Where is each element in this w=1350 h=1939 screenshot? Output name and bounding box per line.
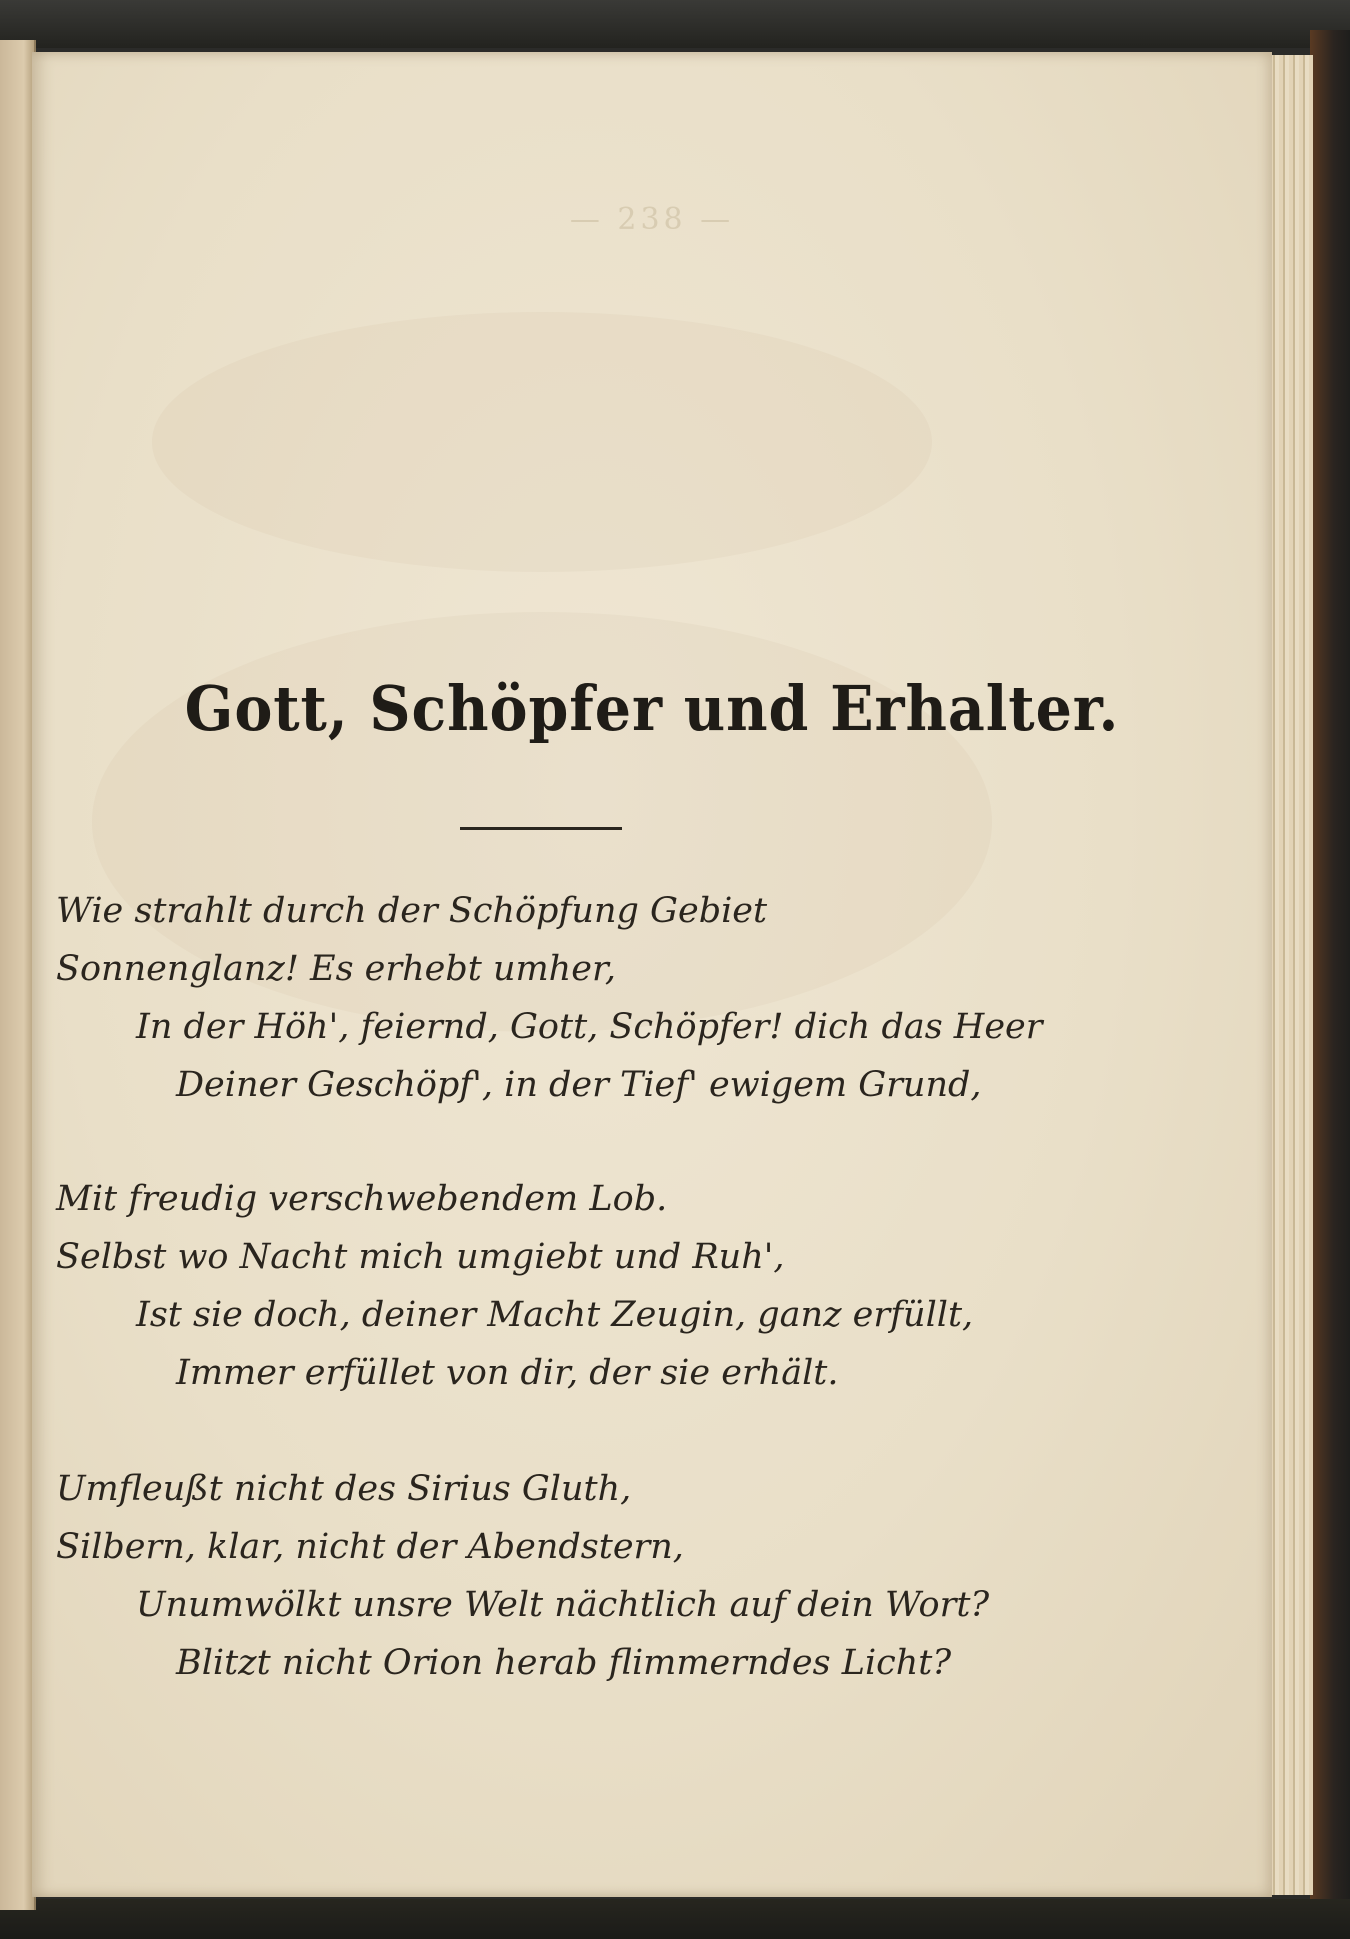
book-cover-bottom	[0, 1899, 1350, 1939]
previous-page-edge	[0, 40, 36, 1910]
verse-line: Silbern, klar, nicht der Abendstern,	[56, 1527, 684, 1567]
page-number: — 238 —	[569, 202, 735, 237]
book-cover-top	[0, 0, 1350, 48]
book-cover-right	[1310, 30, 1350, 1910]
title-divider	[460, 827, 622, 830]
verse-line: Blitzt nicht Orion herab flimmerndes Licht?	[176, 1643, 952, 1683]
verse-line: Ist sie doch, deiner Macht Zeugin, ganz erfüllt,	[136, 1295, 974, 1335]
verse-line: Immer erfüllet von dir, der sie erhält.	[176, 1353, 839, 1393]
verse-line: Unumwölkt unsre Welt nächtlich auf dein Wort?	[136, 1585, 990, 1625]
verse-line: Wie strahlt durch der Schöpfung Gebiet	[56, 891, 768, 931]
verse-line: Selbst wo Nacht mich umgiebt und Ruh',	[56, 1237, 785, 1277]
poem-title: Gott, Schöpfer und Erhalter.	[184, 672, 1120, 745]
verse-line: Umfleußt nicht des Sirius Gluth,	[56, 1469, 632, 1509]
bleed-through-stain	[152, 312, 932, 572]
verse-line: Mit freudig verschwebendem Lob.	[56, 1179, 668, 1219]
book-page	[32, 52, 1272, 1897]
verse-line: In der Höh', feiernd, Gott, Schöpfer! dich das Heer	[136, 1007, 1043, 1047]
verse-line: Deiner Geschöpf', in der Tief' ewigem Grund,	[176, 1065, 982, 1105]
verse-line: Sonnenglanz! Es erhebt umher,	[56, 949, 616, 989]
page-stack-edge	[1268, 55, 1313, 1895]
